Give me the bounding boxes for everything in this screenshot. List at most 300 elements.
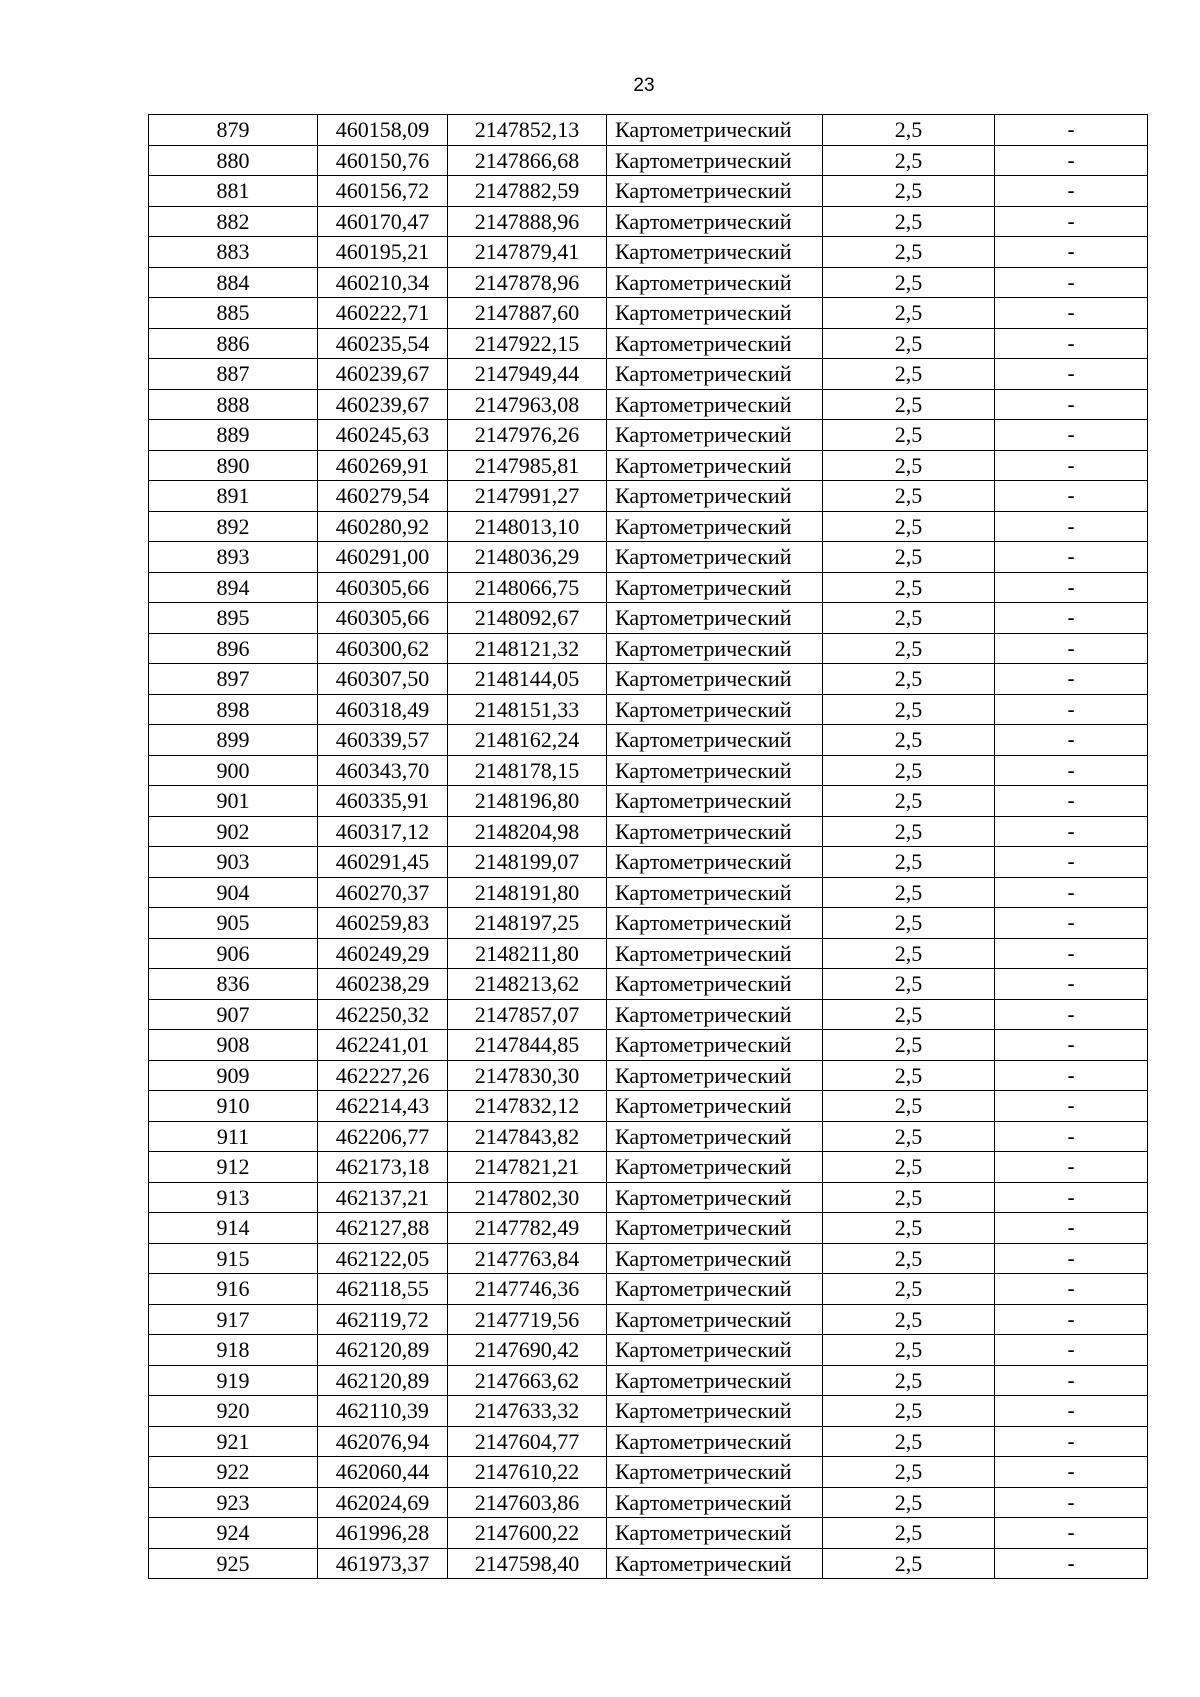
point-number-cell: 884 [149,267,318,298]
accuracy-cell: 2,5 [823,115,995,146]
y-coordinate-cell: 2148211,80 [448,938,607,969]
y-coordinate-cell: 2147922,15 [448,328,607,359]
method-cell: Картометрический [607,877,823,908]
table-row [149,389,1148,420]
y-coordinate-cell: 2147882,59 [448,176,607,207]
y-coordinate-cell: 2147887,60 [448,298,607,329]
accuracy-cell: 2,5 [823,999,995,1030]
accuracy-cell: 2,5 [823,816,995,847]
accuracy-cell: 2,5 [823,694,995,725]
x-coordinate-cell: 460307,50 [318,664,448,695]
note-cell: - [995,664,1148,695]
method-cell: Картометрический [607,298,823,329]
accuracy-cell: 2,5 [823,938,995,969]
point-number-cell: 910 [149,1091,318,1122]
y-coordinate-cell: 2148191,80 [448,877,607,908]
note-cell: - [995,847,1148,878]
y-coordinate-cell: 2147832,12 [448,1091,607,1122]
method-cell: Картометрический [607,664,823,695]
note-cell: - [995,542,1148,573]
method-cell: Картометрический [607,755,823,786]
accuracy-cell: 2,5 [823,603,995,634]
y-coordinate-cell: 2147603,86 [448,1487,607,1518]
accuracy-cell: 2,5 [823,389,995,420]
note-cell: - [995,938,1148,969]
table-row [149,633,1148,664]
page-number: 23 [633,75,655,96]
table-row [149,603,1148,634]
point-number-cell: 897 [149,664,318,695]
point-number-cell: 920 [149,1396,318,1427]
x-coordinate-cell: 460249,29 [318,938,448,969]
table-row [149,237,1148,268]
accuracy-cell: 2,5 [823,1335,995,1366]
note-cell: - [995,267,1148,298]
y-coordinate-cell: 2147985,81 [448,450,607,481]
table-row [149,267,1148,298]
x-coordinate-cell: 460343,70 [318,755,448,786]
y-coordinate-cell: 2148204,98 [448,816,607,847]
method-cell: Картометрический [607,359,823,390]
y-coordinate-cell: 2148013,10 [448,511,607,542]
point-number-cell: 891 [149,481,318,512]
table-row [149,176,1148,207]
table-row [149,1487,1148,1518]
note-cell: - [995,1487,1148,1518]
x-coordinate-cell: 462250,32 [318,999,448,1030]
point-number-cell: 887 [149,359,318,390]
note-cell: - [995,1548,1148,1579]
accuracy-cell: 2,5 [823,420,995,451]
x-coordinate-cell: 462173,18 [318,1152,448,1183]
x-coordinate-cell: 460317,12 [318,816,448,847]
y-coordinate-cell: 2147598,40 [448,1548,607,1579]
x-coordinate-cell: 462060,44 [318,1457,448,1488]
method-cell: Картометрический [607,176,823,207]
y-coordinate-cell: 2148197,25 [448,908,607,939]
table-row [149,816,1148,847]
point-number-cell: 912 [149,1152,318,1183]
coordinates-table [148,114,1148,1579]
table-row [149,359,1148,390]
note-cell: - [995,511,1148,542]
note-cell: - [995,1365,1148,1396]
accuracy-cell: 2,5 [823,572,995,603]
y-coordinate-cell: 2147763,84 [448,1243,607,1274]
point-number-cell: 881 [149,176,318,207]
x-coordinate-cell: 460235,54 [318,328,448,359]
x-coordinate-cell: 460156,72 [318,176,448,207]
x-coordinate-cell: 460245,63 [318,420,448,451]
note-cell: - [995,694,1148,725]
note-cell: - [995,176,1148,207]
y-coordinate-cell: 2147949,44 [448,359,607,390]
accuracy-cell: 2,5 [823,786,995,817]
method-cell: Картометрический [607,1030,823,1061]
note-cell: - [995,237,1148,268]
table-row [149,725,1148,756]
method-cell: Картометрический [607,1060,823,1091]
note-cell: - [995,786,1148,817]
note-cell: - [995,328,1148,359]
y-coordinate-cell: 2147830,30 [448,1060,607,1091]
y-coordinate-cell: 2147600,22 [448,1518,607,1549]
table-row [149,1060,1148,1091]
note-cell: - [995,298,1148,329]
table-row [149,877,1148,908]
x-coordinate-cell: 461973,37 [318,1548,448,1579]
x-coordinate-cell: 460259,83 [318,908,448,939]
y-coordinate-cell: 2147604,77 [448,1426,607,1457]
x-coordinate-cell: 462110,39 [318,1396,448,1427]
y-coordinate-cell: 2147746,36 [448,1274,607,1305]
x-coordinate-cell: 462241,01 [318,1030,448,1061]
accuracy-cell: 2,5 [823,1518,995,1549]
x-coordinate-cell: 460339,57 [318,725,448,756]
table-row [149,1091,1148,1122]
method-cell: Картометрический [607,1396,823,1427]
y-coordinate-cell: 2148199,07 [448,847,607,878]
accuracy-cell: 2,5 [823,1030,995,1061]
x-coordinate-cell: 460300,62 [318,633,448,664]
table-row [149,115,1148,146]
point-number-cell: 918 [149,1335,318,1366]
note-cell: - [995,1426,1148,1457]
method-cell: Картометрический [607,1335,823,1366]
accuracy-cell: 2,5 [823,450,995,481]
y-coordinate-cell: 2148213,62 [448,969,607,1000]
note-cell: - [995,1152,1148,1183]
point-number-cell: 879 [149,115,318,146]
x-coordinate-cell: 462127,88 [318,1213,448,1244]
accuracy-cell: 2,5 [823,1060,995,1091]
note-cell: - [995,725,1148,756]
point-number-cell: 904 [149,877,318,908]
note-cell: - [995,969,1148,1000]
table-row [149,145,1148,176]
note-cell: - [995,1030,1148,1061]
x-coordinate-cell: 462120,89 [318,1335,448,1366]
accuracy-cell: 2,5 [823,1182,995,1213]
point-number-cell: 882 [149,206,318,237]
accuracy-cell: 2,5 [823,1396,995,1427]
y-coordinate-cell: 2147991,27 [448,481,607,512]
point-number-cell: 921 [149,1426,318,1457]
note-cell: - [995,1396,1148,1427]
table-row [149,328,1148,359]
point-number-cell: 883 [149,237,318,268]
table-row [149,1030,1148,1061]
point-number-cell: 898 [149,694,318,725]
method-cell: Картометрический [607,1518,823,1549]
note-cell: - [995,206,1148,237]
x-coordinate-cell: 462227,26 [318,1060,448,1091]
method-cell: Картометрический [607,816,823,847]
accuracy-cell: 2,5 [823,1274,995,1305]
accuracy-cell: 2,5 [823,1243,995,1274]
note-cell: - [995,603,1148,634]
point-number-cell: 836 [149,969,318,1000]
point-number-cell: 909 [149,1060,318,1091]
method-cell: Картометрический [607,1152,823,1183]
note-cell: - [995,115,1148,146]
note-cell: - [995,420,1148,451]
table-row [149,206,1148,237]
method-cell: Картометрический [607,694,823,725]
table-row [149,572,1148,603]
method-cell: Картометрический [607,1304,823,1335]
table-row [149,755,1148,786]
method-cell: Картометрический [607,847,823,878]
table-row [149,511,1148,542]
y-coordinate-cell: 2148036,29 [448,542,607,573]
point-number-cell: 905 [149,908,318,939]
point-number-cell: 922 [149,1457,318,1488]
x-coordinate-cell: 460291,45 [318,847,448,878]
accuracy-cell: 2,5 [823,725,995,756]
x-coordinate-cell: 462120,89 [318,1365,448,1396]
y-coordinate-cell: 2147843,82 [448,1121,607,1152]
method-cell: Картометрический [607,572,823,603]
accuracy-cell: 2,5 [823,1091,995,1122]
x-coordinate-cell: 462118,55 [318,1274,448,1305]
x-coordinate-cell: 460270,37 [318,877,448,908]
note-cell: - [995,145,1148,176]
method-cell: Картометрический [607,328,823,359]
note-cell: - [995,908,1148,939]
method-cell: Картометрический [607,1548,823,1579]
accuracy-cell: 2,5 [823,145,995,176]
table-row [149,1274,1148,1305]
accuracy-cell: 2,5 [823,176,995,207]
table-row [149,542,1148,573]
point-number-cell: 913 [149,1182,318,1213]
x-coordinate-cell: 462024,69 [318,1487,448,1518]
table-row [149,298,1148,329]
table-row [149,908,1148,939]
accuracy-cell: 2,5 [823,267,995,298]
point-number-cell: 923 [149,1487,318,1518]
note-cell: - [995,359,1148,390]
x-coordinate-cell: 462214,43 [318,1091,448,1122]
point-number-cell: 889 [149,420,318,451]
x-coordinate-cell: 462076,94 [318,1426,448,1457]
accuracy-cell: 2,5 [823,633,995,664]
method-cell: Картометрический [607,511,823,542]
table-row [149,420,1148,451]
y-coordinate-cell: 2147719,56 [448,1304,607,1335]
x-coordinate-cell: 460335,91 [318,786,448,817]
x-coordinate-cell: 460305,66 [318,572,448,603]
table-row [149,1548,1148,1579]
note-cell: - [995,1091,1148,1122]
point-number-cell: 919 [149,1365,318,1396]
y-coordinate-cell: 2147976,26 [448,420,607,451]
accuracy-cell: 2,5 [823,206,995,237]
accuracy-cell: 2,5 [823,1152,995,1183]
accuracy-cell: 2,5 [823,1304,995,1335]
y-coordinate-cell: 2148178,15 [448,755,607,786]
note-cell: - [995,1518,1148,1549]
table-row [149,969,1148,1000]
y-coordinate-cell: 2148144,05 [448,664,607,695]
method-cell: Картометрический [607,1457,823,1488]
table-row [149,694,1148,725]
method-cell: Картометрический [607,725,823,756]
y-coordinate-cell: 2147782,49 [448,1213,607,1244]
method-cell: Картометрический [607,1365,823,1396]
note-cell: - [995,633,1148,664]
note-cell: - [995,1213,1148,1244]
accuracy-cell: 2,5 [823,511,995,542]
method-cell: Картометрический [607,237,823,268]
note-cell: - [995,877,1148,908]
accuracy-cell: 2,5 [823,908,995,939]
point-number-cell: 896 [149,633,318,664]
y-coordinate-cell: 2147821,21 [448,1152,607,1183]
note-cell: - [995,1121,1148,1152]
method-cell: Картометрический [607,542,823,573]
x-coordinate-cell: 460158,09 [318,115,448,146]
x-coordinate-cell: 462137,21 [318,1182,448,1213]
accuracy-cell: 2,5 [823,877,995,908]
accuracy-cell: 2,5 [823,1548,995,1579]
x-coordinate-cell: 460269,91 [318,450,448,481]
table-row [149,664,1148,695]
y-coordinate-cell: 2147866,68 [448,145,607,176]
x-coordinate-cell: 460318,49 [318,694,448,725]
coordinates-table-body [149,115,1148,1579]
accuracy-cell: 2,5 [823,328,995,359]
accuracy-cell: 2,5 [823,1121,995,1152]
table-row [149,1213,1148,1244]
x-coordinate-cell: 460239,67 [318,359,448,390]
table-row [149,847,1148,878]
note-cell: - [995,572,1148,603]
method-cell: Картометрический [607,999,823,1030]
point-number-cell: 894 [149,572,318,603]
y-coordinate-cell: 2148121,32 [448,633,607,664]
point-number-cell: 900 [149,755,318,786]
method-cell: Картометрический [607,1213,823,1244]
table-row [149,1304,1148,1335]
note-cell: - [995,389,1148,420]
point-number-cell: 917 [149,1304,318,1335]
table-row [149,1426,1148,1457]
method-cell: Картометрический [607,206,823,237]
x-coordinate-cell: 462206,77 [318,1121,448,1152]
accuracy-cell: 2,5 [823,1213,995,1244]
x-coordinate-cell: 462122,05 [318,1243,448,1274]
table-row [149,450,1148,481]
note-cell: - [995,755,1148,786]
x-coordinate-cell: 460170,47 [318,206,448,237]
method-cell: Картометрический [607,1426,823,1457]
table-row [149,481,1148,512]
method-cell: Картометрический [607,1182,823,1213]
table-row [149,938,1148,969]
note-cell: - [995,999,1148,1030]
y-coordinate-cell: 2147663,62 [448,1365,607,1396]
y-coordinate-cell: 2148196,80 [448,786,607,817]
table-row [149,1457,1148,1488]
point-number-cell: 911 [149,1121,318,1152]
accuracy-cell: 2,5 [823,847,995,878]
accuracy-cell: 2,5 [823,664,995,695]
y-coordinate-cell: 2147888,96 [448,206,607,237]
point-number-cell: 880 [149,145,318,176]
accuracy-cell: 2,5 [823,1365,995,1396]
accuracy-cell: 2,5 [823,542,995,573]
point-number-cell: 888 [149,389,318,420]
method-cell: Картометрический [607,1243,823,1274]
point-number-cell: 890 [149,450,318,481]
method-cell: Картометрический [607,633,823,664]
method-cell: Картометрический [607,267,823,298]
point-number-cell: 895 [149,603,318,634]
accuracy-cell: 2,5 [823,359,995,390]
x-coordinate-cell: 460291,00 [318,542,448,573]
y-coordinate-cell: 2148066,75 [448,572,607,603]
method-cell: Картометрический [607,481,823,512]
point-number-cell: 907 [149,999,318,1030]
y-coordinate-cell: 2147879,41 [448,237,607,268]
y-coordinate-cell: 2147878,96 [448,267,607,298]
table-row [149,1121,1148,1152]
y-coordinate-cell: 2148151,33 [448,694,607,725]
note-cell: - [995,1060,1148,1091]
method-cell: Картометрический [607,1487,823,1518]
x-coordinate-cell: 460210,34 [318,267,448,298]
table-row [149,1335,1148,1366]
x-coordinate-cell: 462119,72 [318,1304,448,1335]
method-cell: Картометрический [607,1091,823,1122]
x-coordinate-cell: 460305,66 [318,603,448,634]
x-coordinate-cell: 460280,92 [318,511,448,542]
note-cell: - [995,1182,1148,1213]
accuracy-cell: 2,5 [823,755,995,786]
x-coordinate-cell: 460279,54 [318,481,448,512]
point-number-cell: 915 [149,1243,318,1274]
y-coordinate-cell: 2147610,22 [448,1457,607,1488]
note-cell: - [995,1335,1148,1366]
method-cell: Картометрический [607,450,823,481]
point-number-cell: 892 [149,511,318,542]
point-number-cell: 893 [149,542,318,573]
accuracy-cell: 2,5 [823,969,995,1000]
point-number-cell: 916 [149,1274,318,1305]
x-coordinate-cell: 460195,21 [318,237,448,268]
note-cell: - [995,1304,1148,1335]
accuracy-cell: 2,5 [823,481,995,512]
y-coordinate-cell: 2148162,24 [448,725,607,756]
method-cell: Картометрический [607,786,823,817]
point-number-cell: 908 [149,1030,318,1061]
y-coordinate-cell: 2147690,42 [448,1335,607,1366]
method-cell: Картометрический [607,115,823,146]
method-cell: Картометрический [607,1121,823,1152]
y-coordinate-cell: 2147963,08 [448,389,607,420]
table-row [149,1518,1148,1549]
accuracy-cell: 2,5 [823,237,995,268]
table-row [149,1152,1148,1183]
x-coordinate-cell: 460239,67 [318,389,448,420]
y-coordinate-cell: 2147844,85 [448,1030,607,1061]
y-coordinate-cell: 2147802,30 [448,1182,607,1213]
method-cell: Картометрический [607,420,823,451]
point-number-cell: 886 [149,328,318,359]
point-number-cell: 902 [149,816,318,847]
